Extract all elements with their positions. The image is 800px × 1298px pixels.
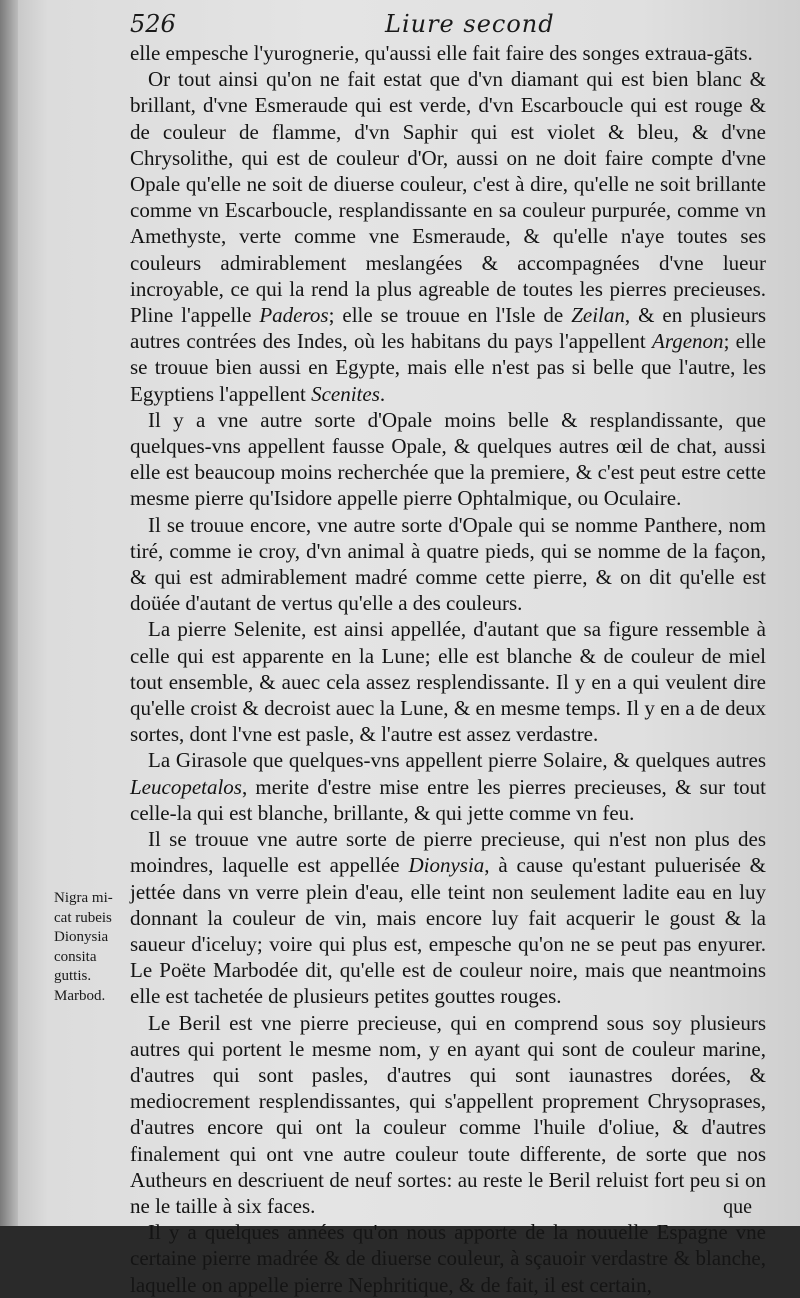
- italic-term: Leucopetalos: [130, 774, 242, 799]
- margin-note-line: consita: [54, 948, 97, 965]
- margin-note-line: guttis.: [54, 968, 92, 985]
- text-run: elle empesche l'yurognerie, qu'aussi elle fait faire des songes extraua-gāts.: [130, 41, 753, 65]
- text-run: La Girasole que quelques-vns appellent pierre Solaire, & quelques autres: [148, 748, 766, 773]
- margin-note-line: Marbod.: [54, 987, 106, 1004]
- text-run: ; elle se trouue en l'Isle de: [328, 303, 572, 328]
- text-run: , merite d'estre mise entre les pierres precieuses, & sur tout celle-la qui est blanche, brillante, & qui jette comme vn feu.: [130, 774, 766, 825]
- paragraph: [130, 407, 766, 512]
- italic-term: Paderos: [259, 303, 329, 328]
- text-run: , à cause qu'estant puluerisée & jettée dans vn verre plein d'eau, elle teint non seulement ladite eau en luy donnant la couleur de vin, mais encore luy fait acquerir le goust & la saueur d'iceluy; voire qui plus est, empesche qu'on ne se peut pas enyurer. Le Poëte Marbodée dit, qu'elle est de couleur noire, mais que neantmoins elle est tachetée de plusieurs petites gouttes rouges.: [130, 853, 766, 1009]
- paragraph: [130, 826, 766, 1009]
- paragraph: [130, 747, 766, 826]
- margin-note-line: Nigra mi-: [54, 890, 113, 906]
- running-title: Liure second: [385, 10, 555, 38]
- book-spine-shadow: [0, 0, 18, 1226]
- paragraph: [130, 512, 766, 617]
- body-text: [130, 40, 766, 1298]
- italic-term: Scenites: [311, 381, 380, 406]
- italic-term: Zeilan: [571, 303, 625, 328]
- margin-note-line: Dionysia: [54, 929, 109, 946]
- paragraph: [130, 40, 766, 66]
- margin-note-line: cat rubeis: [54, 909, 112, 926]
- text-run: Il se trouue vne autre sorte de pierre precieuse, qui n'est non plus des moindres, laquelle est appellée: [130, 827, 766, 878]
- text-run: Il se trouue encore, vne autre sorte d'Opale qui se nomme Panthere, nom tiré, comme ie croy, d'vn animal à quatre pieds, qui se nomme de la façon, & qui est admirablement madré comme cette pierre, & on dit qu'elle est doüée d'autant de vertus qu'elle a des couleurs.: [130, 512, 766, 616]
- italic-term: Dionysia: [408, 853, 485, 878]
- page-number: 526: [130, 10, 176, 38]
- page-header: [130, 10, 770, 40]
- text-run: Il y a vne autre sorte d'Opale moins belle & resplandissante, que quelques-vns appellent fausse Opale, & quelques autres œil de chat, aussi elle est beaucoup moins recherchée que la premiere, & c'est peut estre cette mesme pierre qu'Isidore appelle pierre Ophtalmique, ou Oculaire.: [130, 407, 766, 511]
- catchword: que: [723, 1196, 752, 1218]
- text-run: Il y a quelques années qu'on nous apporte de la nouuelle Espagne vne certaine pierre madrée & de diuerse couleur, à sçauoir verdastre & blanche, laquelle on appelle pierre Nephritique, & de fait, il est certain,: [130, 1220, 766, 1297]
- paragraph: [130, 616, 766, 747]
- margin-note: [54, 889, 134, 1007]
- text-run: .: [379, 381, 386, 406]
- text-run: ; elle se trouue bien aussi en Egypte, mais elle n'est pas si belle que l'autre, les Egyptiens l'appellent: [130, 329, 766, 406]
- text-run: Le Beril est vne pierre precieuse, qui en comprend sous soy plusieurs autres qui portent le mesme nom, y en ayant qui sont de couleur marine, d'autres qui sont pasles, d'autres qui sont iaunastres dorées, & mediocrement resplendissantes, qui s'appellent proprement Chrysoprases, d'autres encore qui ont la couleur comme l'huile d'oliue, & d'autres finalement qui ont vne autre couleur toute differente, de sorte que nos Autheurs en descriuent de neuf sortes: au reste le Beril reluist fort peu si on ne le taille à six faces.: [130, 1010, 766, 1218]
- paragraph: [130, 1010, 766, 1220]
- text-run: Or tout ainsi qu'on ne fait estat que d'vn diamant qui est bien blanc & brillant, d'vne Esmeraude qui est verde, d'vn Escarboucle qui est rouge & de couleur de flamme, d'vn Saphir qui est violet & bleu, & d'vne Chrysolithe, qui est de couleur d'Or, aussi on ne doit faire compte d'vne Opale qu'elle ne soit de diuerse couleur, c'est à dire, qu'elle ne soit brillante comme vn Escarboucle, resplandissante en sa couleur purpurée, comme vn Amethyste, verte comme vne Esmeraude, & qu'elle n'aye toutes ses couleurs admirablement meslangées & accompagnées d'vne lueur incroyable, ce qui la rend la plus agreable de toutes les pierres precieuses. Pline l'appelle: [130, 67, 766, 328]
- italic-term: Argenon: [652, 329, 724, 354]
- text-run: La pierre Selenite, est ainsi appellée, d'autant que sa figure ressemble à celle qui est apparente en la Lune; elle est blanche & de couleur de miel tout ensemble, & auec cela assez resplendissante. Il y en a qui veulent dire qu'elle croist & decroist auec la Lune, & en mesme temps. Il y en a de deux sortes, dont l'vne est pasle, & l'autre est assez verdastre.: [130, 617, 766, 747]
- paragraph: [130, 1219, 766, 1298]
- paragraph: [130, 66, 766, 407]
- text-run: , & en plusieurs autres contrées des Indes, où les habitans du pays l'appellent: [130, 303, 767, 354]
